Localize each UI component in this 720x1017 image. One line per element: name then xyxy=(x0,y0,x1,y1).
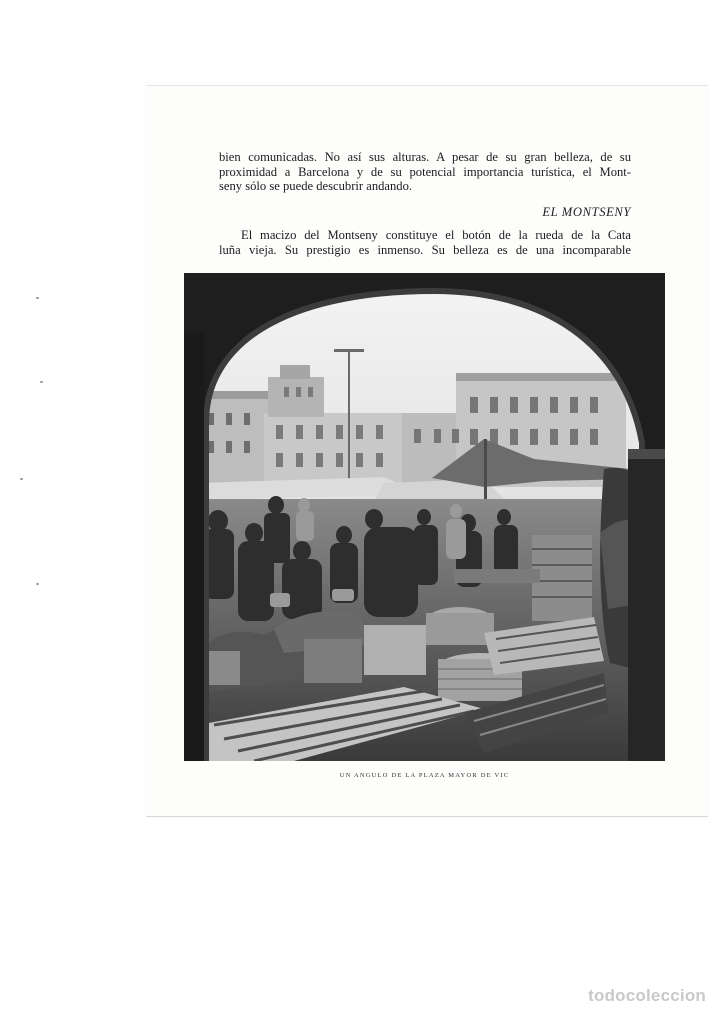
dust-speck xyxy=(40,381,43,383)
text-line: luña vieja. Su prestigio es inmenso. Su belleza es de una incomparable xyxy=(219,242,631,257)
paragraph-intro xyxy=(219,150,631,194)
text-line: seny sólo se puede descubrir andando. xyxy=(219,179,413,193)
watermark-logo: todocoleccion xyxy=(588,986,706,1005)
text-line: bien comunicadas. No así sus alturas. A pesar de su gran belleza, de su xyxy=(219,150,631,164)
dust-speck xyxy=(20,478,23,480)
text-line: proximidad a Barcelona y de su potencial importancia turística, el Mont- xyxy=(219,164,631,179)
photo-caption: UN ANGULO DE LA PLAZA MAYOR DE VIC xyxy=(339,772,510,779)
text-line: El macizo del Montseny constituye el botón de la rueda de la Cata xyxy=(241,228,631,242)
section-heading: EL MONTSENY xyxy=(542,205,631,219)
dust-speck xyxy=(36,583,39,585)
market-photograph xyxy=(184,273,665,761)
paragraph-montseny xyxy=(219,228,631,257)
dust-speck xyxy=(36,297,39,299)
